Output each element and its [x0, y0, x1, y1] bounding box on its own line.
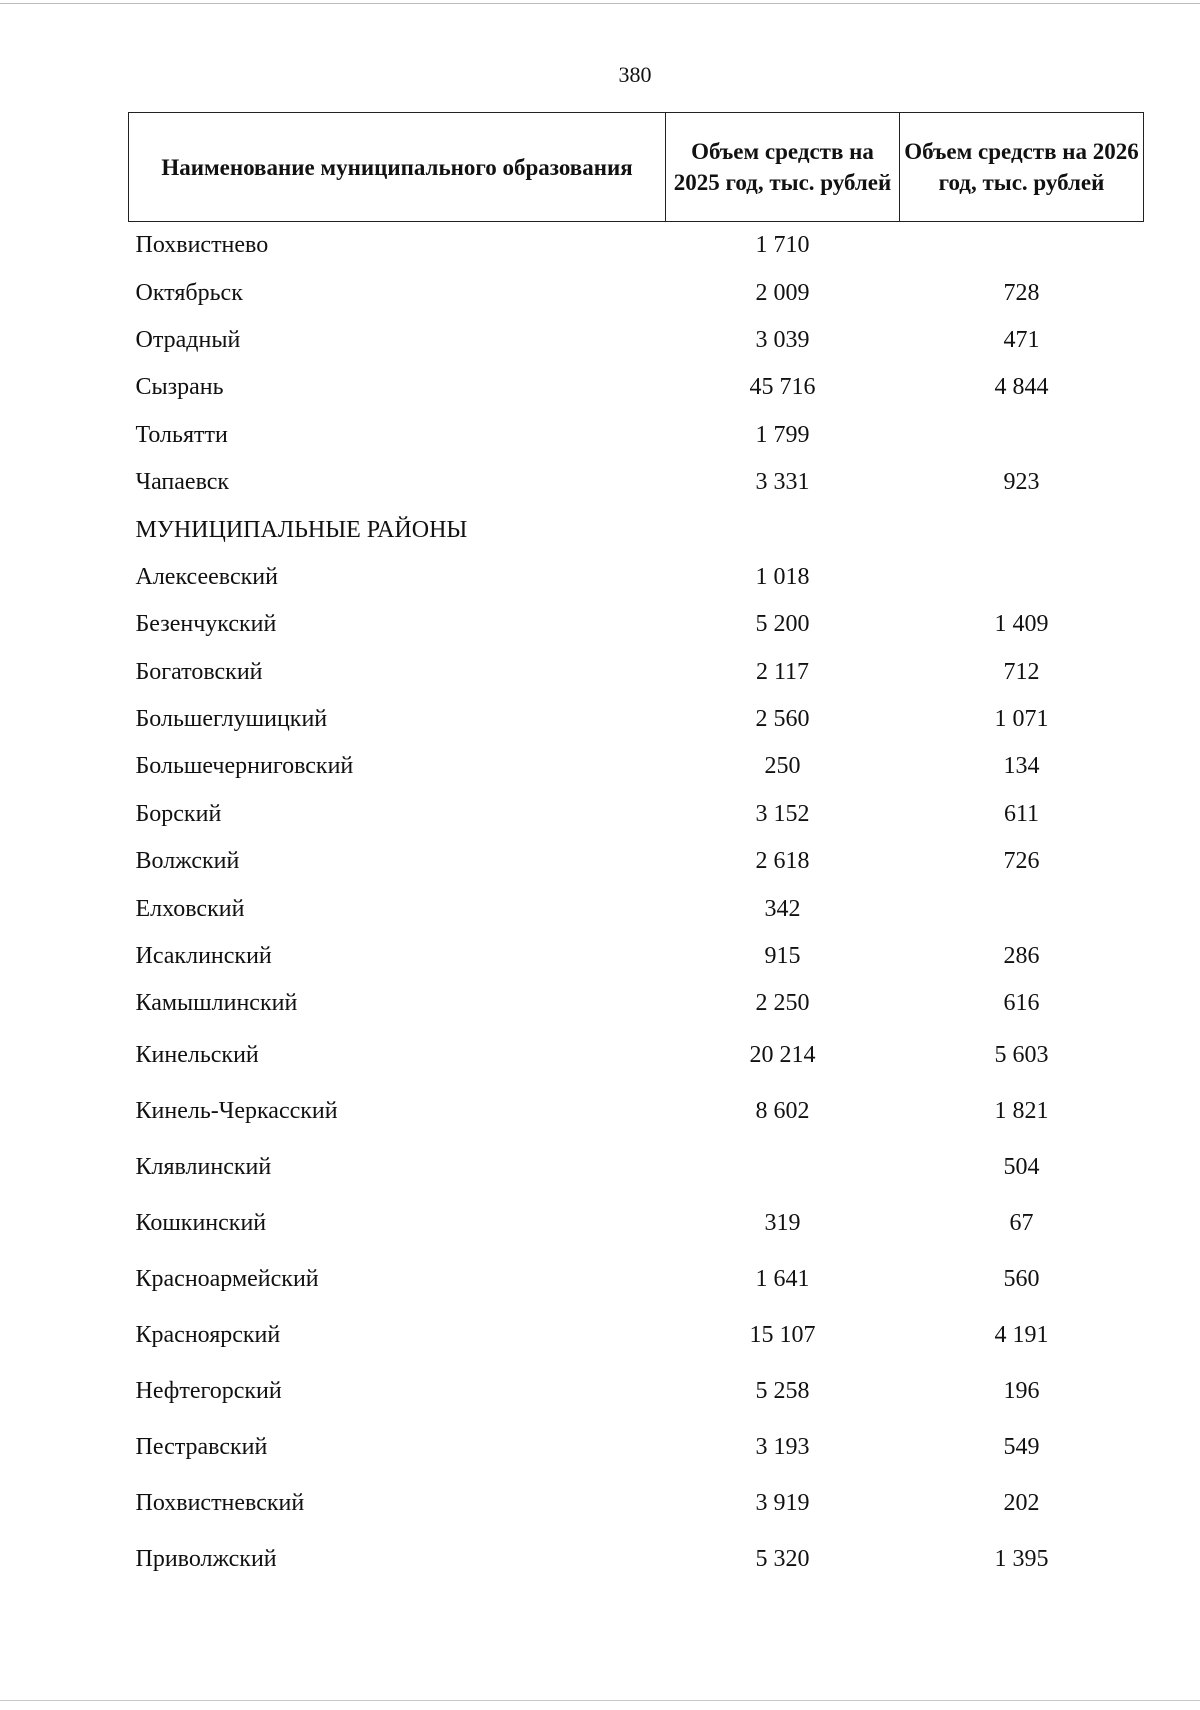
- table-row: [129, 1084, 1144, 1140]
- volume-2025: [666, 1140, 900, 1196]
- municipality-name: Исаклинский: [135, 943, 272, 970]
- volume-2026: 611: [1003, 800, 1040, 827]
- volume-2025: 342: [764, 895, 801, 922]
- volume-2026: 134: [1003, 753, 1040, 780]
- municipality-name: Красноармейский: [135, 1266, 319, 1293]
- volume-2025: 5 258: [755, 1378, 810, 1405]
- table-row: [129, 1140, 1144, 1196]
- volume-2025: 5 320: [755, 1546, 810, 1573]
- municipality-name: Кинель-Черкасский: [135, 1098, 338, 1125]
- table-row: [129, 885, 1144, 932]
- header-volume-2026: Объем средств на 2026 год, тыс. рублей: [900, 113, 1144, 222]
- scan-edge-top: [0, 3, 1200, 4]
- table-row: [129, 1476, 1144, 1532]
- municipality-name: Октябрьск: [135, 279, 243, 306]
- municipality-name: Похвистневский: [135, 1490, 305, 1517]
- volume-2025: 915: [764, 943, 801, 970]
- municipality-name: Тольятти: [135, 421, 228, 448]
- volume-2026: 1 395: [994, 1546, 1049, 1573]
- volume-2026: [900, 412, 1144, 459]
- municipality-name: Камышлинский: [135, 990, 298, 1017]
- table-body: [129, 222, 1144, 1588]
- volume-2026: 196: [1003, 1378, 1040, 1405]
- scan-edge-bottom: [0, 1700, 1200, 1701]
- header-municipality: Наименование муниципального образования: [129, 113, 666, 222]
- volume-2025: 3 039: [755, 326, 810, 353]
- volume-2025: 3 152: [755, 800, 810, 827]
- volume-2026: 4 191: [994, 1322, 1049, 1349]
- volume-2025: 1 018: [755, 563, 810, 590]
- municipality-name: Красноярский: [135, 1322, 281, 1349]
- table-row: [129, 554, 1144, 601]
- volume-2025: 2 117: [755, 658, 810, 685]
- municipality-name: Сызрань: [135, 374, 224, 401]
- table-row: [129, 222, 1144, 270]
- volume-2025: 20 214: [749, 1042, 816, 1069]
- table-row: [129, 317, 1144, 364]
- table-row: [129, 459, 1144, 506]
- volume-2026: 560: [1003, 1266, 1040, 1293]
- volume-2026: 67: [1009, 1210, 1034, 1237]
- table-row: [129, 1028, 1144, 1084]
- volume-2025: 8 602: [755, 1098, 810, 1125]
- header-row: [129, 113, 1144, 222]
- volume-2026: [900, 222, 1144, 270]
- volume-2026: 286: [1003, 943, 1040, 970]
- municipality-name: Нефтегорский: [135, 1378, 282, 1405]
- municipality-name: МУНИЦИПАЛЬНЫЕ РАЙОНЫ: [135, 516, 468, 543]
- municipality-name: Волжский: [135, 848, 240, 875]
- municipality-name: Кинельский: [135, 1042, 259, 1069]
- table-row: [129, 980, 1144, 1027]
- volume-2026: 504: [1003, 1154, 1040, 1181]
- volume-2025: 250: [764, 753, 801, 780]
- volume-2025: 1 710: [755, 232, 810, 259]
- header-volume-2025: Объем средств на 2025 год, тыс. рублей: [666, 113, 900, 222]
- municipality-name: Алексеевский: [135, 563, 278, 590]
- table-row: [129, 1252, 1144, 1308]
- volume-2025: 2 560: [755, 706, 810, 733]
- table-row: [129, 601, 1144, 648]
- volume-2026: 728: [1003, 279, 1040, 306]
- volume-2025: 2 009: [755, 279, 810, 306]
- municipality-name: Отрадный: [135, 326, 241, 353]
- municipality-name: Безенчукский: [135, 611, 277, 638]
- table-row: [129, 1364, 1144, 1420]
- municipality-name: Кошкинский: [135, 1210, 267, 1237]
- volume-2026: 712: [1003, 658, 1040, 685]
- municipality-name: Большеглушицкий: [135, 706, 328, 733]
- volume-2025: 2 250: [755, 990, 810, 1017]
- volume-2025: 15 107: [749, 1322, 816, 1349]
- municipality-name: Пестравский: [135, 1434, 268, 1461]
- volume-2026: [900, 885, 1144, 932]
- volume-2025: 319: [764, 1210, 801, 1237]
- volume-2026: 202: [1003, 1490, 1040, 1517]
- table-row: [129, 1532, 1144, 1588]
- volume-2025: [666, 506, 900, 553]
- volume-2025: 1 641: [755, 1266, 810, 1293]
- volume-2026: [900, 554, 1144, 601]
- municipality-name: Большечерниговский: [135, 753, 354, 780]
- volume-2025: 3 193: [755, 1434, 810, 1461]
- municipality-name: Борский: [135, 800, 222, 827]
- volume-2026: 549: [1003, 1434, 1040, 1461]
- volume-2025: 5 200: [755, 611, 810, 638]
- volume-2026: [900, 506, 1144, 553]
- volume-2026: 1 409: [994, 611, 1049, 638]
- table-row: [129, 696, 1144, 743]
- municipality-name: Елховский: [135, 895, 245, 922]
- table-row: [129, 791, 1144, 838]
- volume-2025: 3 919: [755, 1490, 810, 1517]
- table-row: [129, 412, 1144, 459]
- table-row: [129, 269, 1144, 316]
- municipality-name: Клявлинский: [135, 1154, 272, 1181]
- table-header: [129, 113, 1144, 222]
- page-number: 380: [618, 62, 652, 87]
- volume-2025: 2 618: [755, 848, 810, 875]
- table-row: [129, 1196, 1144, 1252]
- municipality-name: Чапаевск: [135, 469, 230, 496]
- volume-2026: 1 821: [994, 1098, 1049, 1125]
- municipality-name: Богатовский: [135, 658, 263, 685]
- volume-2026: 726: [1003, 848, 1040, 875]
- volume-2026: 471: [1003, 326, 1040, 353]
- table-row: [129, 364, 1144, 411]
- table-row: [129, 1420, 1144, 1476]
- municipality-name: Приволжский: [135, 1546, 277, 1573]
- budget-table: [128, 112, 1144, 1588]
- volume-2025: 1 799: [755, 421, 810, 448]
- table-row: [129, 506, 1144, 553]
- volume-2026: 4 844: [994, 374, 1049, 401]
- volume-2025: 45 716: [749, 374, 816, 401]
- table-row: [129, 743, 1144, 790]
- table-row: [129, 838, 1144, 885]
- volume-2026: 923: [1003, 469, 1040, 496]
- table-row: [129, 933, 1144, 980]
- volume-2026: 1 071: [994, 706, 1049, 733]
- volume-2026: 616: [1003, 990, 1040, 1017]
- table-row: [129, 1308, 1144, 1364]
- volume-2026: 5 603: [994, 1042, 1049, 1069]
- volume-2025: 3 331: [755, 469, 810, 496]
- municipality-name: Похвистнево: [135, 232, 269, 259]
- table-row: [129, 649, 1144, 696]
